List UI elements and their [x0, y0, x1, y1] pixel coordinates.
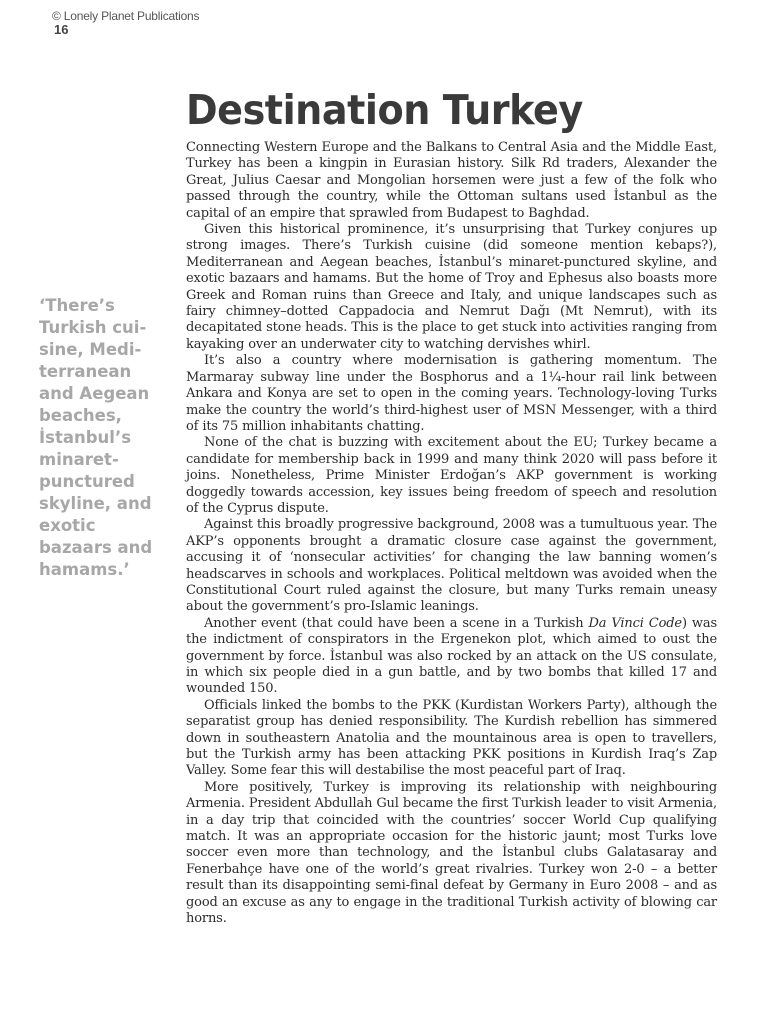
body-paragraph: Against this broadly progressive background, 2008 was a tumultuous year. The AKP’s opponents brought a dramatic closure case against the government, accusing it of ‘nonsecular activities’ for changing the law banning women’s headscarves in schools and workplaces. Political meltdown was avoided when the Constitutional Court ruled against the closure, but many Turks remain uneasy about the government’s pro-Islamic leanings. [186, 517, 717, 615]
pull-quote [39, 295, 161, 581]
body-paragraph: Given this historical prominence, it’s unsurprising that Turkey conjures up strong images. There’s Turkish cuisine (did someone mention kebaps?), Mediterranean and Aegean beaches, İstanbul’s minaret-punctured skyline, and exotic bazaars and hamams. But the home of Troy and Ephesus also boasts more Greek and Roman ruins than Greece and Italy, and unique landscapes such as fairy chimney–dotted Cappadocia and Nemrut Dağı (Mt Nemrut), with its decapitated stone heads. This is the place to get stuck into activities ranging from kayaking over an underwater city to watching dervishes whirl. [186, 222, 717, 352]
body-paragraph [186, 616, 717, 698]
pull-quote-line: terranean [39, 362, 132, 381]
pull-quote-line: Turkish cui- [39, 318, 147, 337]
paragraph-text: ) was the indictment of conspirators in the Ergenekon plot, which aimed to oust the government by force. İstanbul was also rocked by an attack on the US consulate, in which six people died in a gun battle, and by two bombs that killed 17 and wounded 150. [186, 615, 717, 697]
paragraph-text: Another event (that could have been a scene in a Turkish [204, 615, 589, 631]
pull-quote-line: hamams.’ [39, 560, 130, 579]
body-paragraph: Connecting Western Europe and the Balkans to Central Asia and the Middle East, Turkey has been a kingpin in Eurasian history. Silk Rd traders, Alexander the Great, Julius Caesar and Mongolian horsemen were just a few of the folk who passed through the country, while the Ottoman sultans used İstanbul as the capital of an empire that sprawled from Budapest to Baghdad. [186, 140, 717, 221]
body-paragraph: None of the chat is buzzing with excitement about the EU; Turkey became a candidate for membership back in 1999 and many think 2020 will pass before it joins. Nonetheless, Prime Minister Erdoğan’s AKP government is working doggedly towards accession, key issues being freedom of speech and resolution of the Cyprus dispute. [186, 435, 717, 516]
page-header [52, 9, 199, 37]
article-body [186, 140, 717, 928]
pull-quote-line: İstanbul’s [39, 428, 132, 447]
pull-quote-line: sine, Medi- [39, 340, 142, 359]
page-number: 16 [54, 22, 69, 37]
body-paragraph: More positively, Turkey is improving its relationship with neighbouring Armenia. President Abdullah Gul became the first Turkish leader to visit Armenia, in a day trip that coincided with the countries’ soccer World Cup qualifying match. It was an appropriate occasion for the historic jaunt; most Turks love soccer even more than technology, and the İstanbul clubs Galatasaray and Fenerbahçe have one of the world’s great rivalries. Turkey won 2-0 – a better result than its disappointing semi-final defeat by Germany in Euro 2008 – and as good an excuse as any to engage in the traditional Turkish activity of blowing car horns. [186, 779, 717, 927]
pull-quote-line: skyline, and [39, 494, 152, 513]
pull-quote-line: exotic [39, 516, 96, 535]
pull-quote-line: beaches, [39, 406, 122, 425]
pull-quote-line: bazaars and [39, 538, 153, 557]
body-paragraph: It’s also a country where modernisation is gathering momentum. The Marmaray subway line under the Bosphorus and a 1¼-hour rail link between Ankara and Konya are set to open in the coming years. Technology-loving Turks make the country the world’s third-highest user of MSN Messenger, with a third of its 75 million inhabitants chatting. [186, 353, 717, 434]
body-paragraph: Officials linked the bombs to the PKK (Kurdistan Workers Party), although the separatist group has denied responsibility. The Kurdish rebellion has simmered down in southeastern Anatolia and the mountainous area is open to travellers, but the Turkish army has been attacking PKK positions in Kurdish Iraq’s Zap Valley. Some fear this will destabilise the most peaceful part of Iraq. [186, 697, 717, 779]
pull-quote-line: punctured [39, 472, 135, 491]
book-title: Da Vinci Code [588, 615, 682, 631]
copyright-notice: © Lonely Planet Publications [52, 9, 200, 23]
page-title: Destination Turkey [186, 86, 583, 134]
pull-quote-line: minaret- [39, 450, 119, 469]
pull-quote-line: and Aegean [39, 384, 150, 403]
pull-quote-line: ‘There’s [39, 296, 115, 315]
